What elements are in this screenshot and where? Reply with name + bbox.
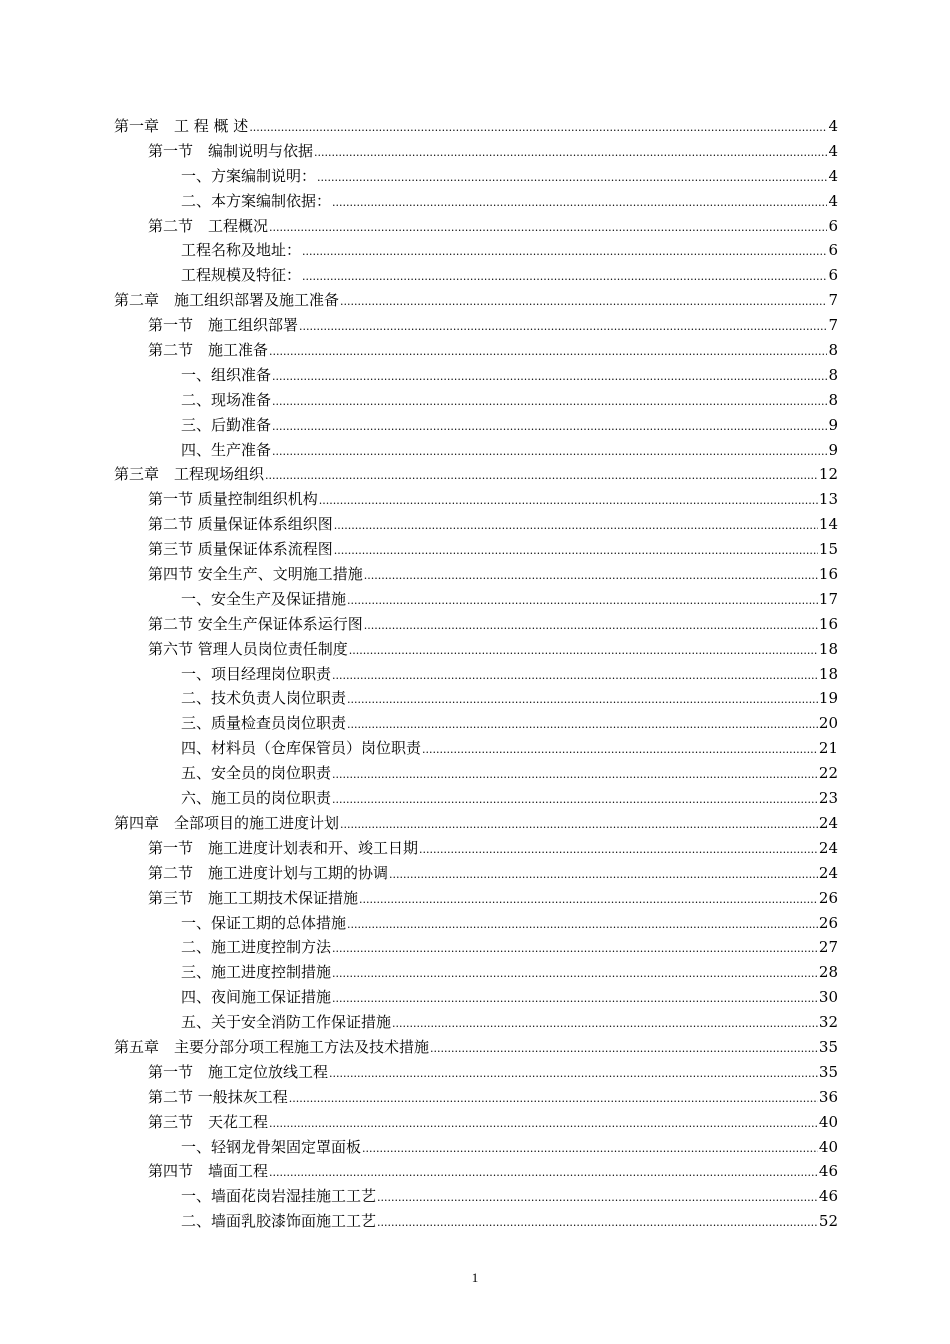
- toc-entry-page-number: 16: [818, 565, 838, 584]
- toc-entry-page-number: 8: [828, 341, 838, 360]
- toc-entry-page-number: 4: [828, 141, 838, 160]
- toc-entry-title: 第二节 工程概况: [148, 216, 269, 235]
- toc-entry[interactable]: [114, 139, 838, 164]
- toc-entry-title: 第四章 全部项目的施工进度计划: [114, 813, 340, 832]
- toc-dot-leader: [389, 863, 818, 888]
- toc-dot-leader: [334, 514, 818, 539]
- toc-entry-page-number: 8: [828, 365, 838, 384]
- toc-entry[interactable]: [114, 811, 838, 836]
- toc-entry-title: 第一节 质量控制组织机构: [148, 490, 318, 509]
- toc-dot-leader: [269, 1112, 818, 1137]
- toc-entry-page-number: 6: [828, 241, 838, 260]
- toc-dot-leader: [329, 1062, 818, 1087]
- toc-entry-page-number: 23: [818, 789, 838, 808]
- toc-entry-title: 四、生产准备: [181, 440, 272, 459]
- toc-entry-page-number: 27: [818, 938, 838, 957]
- toc-entry-page-number: 52: [818, 1212, 838, 1231]
- toc-entry[interactable]: [114, 238, 838, 263]
- toc-entry-page-number: 7: [828, 291, 838, 310]
- toc-entry[interactable]: [114, 413, 838, 438]
- toc-entry-title: 第二节 施工进度计划与工期的协调: [148, 863, 389, 882]
- toc-entry-page-number: 6: [828, 216, 838, 235]
- toc-dot-leader: [377, 1211, 818, 1236]
- toc-entry-page-number: 15: [818, 540, 838, 559]
- toc-entry-title: 第一章 工 程 概 述: [114, 117, 249, 135]
- toc-entry[interactable]: [114, 512, 838, 537]
- toc-entry-page-number: 24: [818, 813, 838, 832]
- toc-dot-leader: [332, 962, 818, 987]
- toc-dot-leader: [332, 937, 818, 962]
- toc-dot-leader: [347, 713, 818, 738]
- toc-entry-page-number: 35: [818, 1062, 838, 1081]
- toc-entry-page-number: 18: [818, 639, 838, 658]
- toc-entry[interactable]: [114, 1135, 838, 1160]
- toc-entry-title: 第二章 施工组织部署及施工准备: [114, 291, 340, 310]
- toc-entry[interactable]: [114, 686, 838, 711]
- toc-entry-title: 三、质量检查员岗位职责: [181, 714, 347, 733]
- toc-entry-title: 二、技术负责人岗位职责: [181, 689, 347, 708]
- toc-entry[interactable]: [114, 662, 838, 687]
- toc-entry[interactable]: [114, 1159, 838, 1184]
- toc-entry[interactable]: [114, 637, 838, 662]
- toc-entry-page-number: 24: [818, 838, 838, 857]
- toc-entry-page-number: 4: [828, 166, 838, 185]
- toc-entry-title: 第四节 安全生产、文明施工措施: [148, 565, 363, 584]
- toc-entry-page-number: 4: [828, 191, 838, 210]
- toc-entry[interactable]: [114, 164, 838, 189]
- toc-dot-leader: [249, 116, 827, 141]
- toc-entry-title: 六、施工员的岗位职责: [181, 789, 332, 808]
- toc-entry-page-number: 40: [818, 1112, 838, 1131]
- toc-entry[interactable]: [114, 1184, 838, 1209]
- toc-entry-page-number: 24: [818, 863, 838, 882]
- toc-entry[interactable]: [114, 786, 838, 811]
- toc-dot-leader: [349, 639, 818, 664]
- toc-dot-leader: [419, 838, 818, 863]
- toc-entry-page-number: 12: [818, 465, 838, 484]
- toc-dot-leader: [332, 191, 827, 216]
- toc-entry-page-number: 35: [818, 1037, 838, 1056]
- toc-entry[interactable]: [114, 313, 838, 338]
- toc-entry-page-number: 21: [818, 739, 838, 758]
- toc-entry-page-number: 30: [818, 988, 838, 1007]
- toc-entry-page-number: 46: [818, 1162, 838, 1181]
- toc-entry-title: 一、轻钢龙骨架固定罩面板: [181, 1137, 362, 1156]
- toc-entry[interactable]: [114, 612, 838, 637]
- toc-entry-title: 第二节 质量保证体系组织图: [148, 515, 333, 534]
- toc-entry[interactable]: [114, 1209, 838, 1234]
- toc-entry[interactable]: [114, 736, 838, 761]
- toc-entry-page-number: 17: [818, 589, 838, 608]
- toc-dot-leader: [332, 763, 818, 788]
- toc-dot-leader: [340, 290, 827, 315]
- toc-dot-leader: [347, 688, 818, 713]
- toc-dot-leader: [302, 240, 827, 265]
- toc-entry[interactable]: [114, 288, 838, 313]
- toc-entry-page-number: 28: [818, 963, 838, 982]
- toc-entry-page-number: 32: [818, 1013, 838, 1032]
- toc-entry[interactable]: [114, 886, 838, 911]
- toc-entry-title: 工程名称及地址：: [181, 241, 302, 260]
- toc-entry-title: 第一节 编制说明与依据: [148, 141, 314, 160]
- toc-entry-page-number: 36: [818, 1087, 838, 1106]
- toc-entry-page-number: 9: [828, 440, 838, 459]
- toc-entry-title: 一、组织准备: [181, 365, 272, 384]
- toc-entry-title: 四、夜间施工保证措施: [181, 988, 332, 1007]
- toc-dot-leader: [347, 913, 818, 938]
- toc-entry[interactable]: [114, 1010, 838, 1035]
- toc-entry[interactable]: [114, 836, 838, 861]
- toc-entry[interactable]: [114, 537, 838, 562]
- toc-dot-leader: [269, 1161, 818, 1186]
- toc-dot-leader: [332, 788, 818, 813]
- toc-dot-leader: [392, 1012, 818, 1037]
- toc-dot-leader: [377, 1186, 818, 1211]
- toc-dot-leader: [314, 141, 827, 166]
- toc-entry-title: 二、施工进度控制方法: [181, 938, 332, 957]
- toc-entry[interactable]: [114, 935, 838, 960]
- toc-entry-title: 第二节 施工准备: [148, 341, 269, 360]
- toc-entry[interactable]: [114, 587, 838, 612]
- toc-entry-page-number: 13: [818, 490, 838, 509]
- toc-entry-title: 一、方案编制说明：: [181, 166, 317, 185]
- toc-entry[interactable]: [114, 263, 838, 288]
- toc-entry-title: 二、本方案编制依据：: [181, 191, 332, 210]
- toc-entry[interactable]: [114, 711, 838, 736]
- toc-entry[interactable]: [114, 114, 838, 139]
- toc-entry-page-number: 22: [818, 764, 838, 783]
- page-number: 1: [471, 1270, 479, 1285]
- toc-entry-title: 第四节 墙面工程: [148, 1162, 269, 1181]
- toc-dot-leader: [364, 564, 818, 589]
- toc-dot-leader: [334, 539, 818, 564]
- toc-dot-leader: [299, 315, 827, 340]
- toc-dot-leader: [272, 390, 827, 415]
- toc-entry[interactable]: [114, 388, 838, 413]
- toc-dot-leader: [272, 415, 827, 440]
- toc-entry-title: 三、施工进度控制措施: [181, 963, 332, 982]
- toc-dot-leader: [362, 1137, 818, 1162]
- toc-dot-leader: [289, 1087, 818, 1112]
- toc-entry[interactable]: [114, 214, 838, 239]
- toc-entry[interactable]: [114, 960, 838, 985]
- toc-dot-leader: [269, 340, 827, 365]
- toc-entry-title: 第一节 施工进度计划表和开、竣工日期: [148, 838, 419, 857]
- toc-entry-page-number: 18: [818, 664, 838, 683]
- toc-entry[interactable]: [114, 338, 838, 363]
- toc-entry-title: 第一节 施工组织部署: [148, 316, 299, 335]
- toc-entry-page-number: 7: [828, 316, 838, 335]
- toc-dot-leader: [359, 888, 818, 913]
- toc-entry-title: 五、关于安全消防工作保证措施: [181, 1013, 392, 1032]
- toc-entry-page-number: 40: [818, 1137, 838, 1156]
- toc-entry-title: 第一节 施工定位放线工程: [148, 1062, 329, 1081]
- toc-dot-leader: [269, 216, 827, 241]
- toc-entry-title: 第五章 主要分部分项工程施工方法及技术措施: [114, 1037, 430, 1056]
- toc-entry-title: 第二节 一般抹灰工程: [148, 1087, 288, 1106]
- toc-dot-leader: [317, 166, 827, 191]
- toc-entry-title: 一、墙面花岗岩湿挂施工工艺: [181, 1187, 377, 1206]
- toc-entry-page-number: 6: [828, 266, 838, 285]
- toc-entry-title: 第三节 施工工期技术保证措施: [148, 888, 359, 907]
- toc-entry[interactable]: [114, 1110, 838, 1135]
- toc-dot-leader: [332, 664, 818, 689]
- toc-entry-title: 第三章 工程现场组织: [114, 465, 265, 484]
- toc-entry-page-number: 9: [828, 415, 838, 434]
- toc-entry[interactable]: [114, 1035, 838, 1060]
- toc-entry-page-number: 19: [818, 689, 838, 708]
- toc-dot-leader: [332, 987, 818, 1012]
- toc-entry-page-number: 26: [818, 888, 838, 907]
- toc-entry-page-number: 14: [818, 515, 838, 534]
- toc-entry-title: 第三节 天花工程: [148, 1112, 269, 1131]
- toc-entry[interactable]: [114, 487, 838, 512]
- toc-dot-leader: [319, 489, 818, 514]
- toc-entry[interactable]: [114, 189, 838, 214]
- toc-entry-page-number: 46: [818, 1187, 838, 1206]
- table-of-contents: [114, 114, 838, 1234]
- toc-entry[interactable]: [114, 861, 838, 886]
- toc-entry-title: 二、现场准备: [181, 390, 272, 409]
- toc-entry-title: 第三节 质量保证体系流程图: [148, 540, 333, 559]
- toc-entry-page-number: 4: [828, 117, 838, 135]
- toc-entry-title: 一、保证工期的总体措施: [181, 913, 347, 932]
- toc-entry[interactable]: [114, 363, 838, 388]
- toc-entry[interactable]: [114, 1060, 838, 1085]
- toc-entry-title: 一、项目经理岗位职责: [181, 664, 332, 683]
- toc-entry-title: 工程规模及特征：: [181, 266, 302, 285]
- toc-dot-leader: [272, 440, 827, 465]
- toc-dot-leader: [347, 589, 818, 614]
- toc-entry-title: 五、安全员的岗位职责: [181, 764, 332, 783]
- toc-dot-leader: [302, 265, 827, 290]
- toc-entry-page-number: 8: [828, 390, 838, 409]
- toc-dot-leader: [340, 813, 818, 838]
- toc-entry[interactable]: [114, 562, 838, 587]
- toc-dot-leader: [430, 1037, 818, 1062]
- toc-entry[interactable]: [114, 462, 838, 487]
- toc-entry[interactable]: [114, 985, 838, 1010]
- toc-entry-title: 第六节 管理人员岗位责任制度: [148, 639, 348, 658]
- toc-entry[interactable]: [114, 911, 838, 936]
- toc-entry-title: 四、材料员（仓库保管员）岗位职责: [181, 739, 422, 758]
- toc-dot-leader: [364, 614, 818, 639]
- toc-entry-page-number: 20: [818, 714, 838, 733]
- toc-dot-leader: [272, 365, 827, 390]
- toc-entry-title: 一、安全生产及保证措施: [181, 589, 347, 608]
- toc-entry-title: 三、后勤准备: [181, 415, 272, 434]
- toc-entry-title: 二、墙面乳胶漆饰面施工工艺: [181, 1212, 377, 1231]
- toc-dot-leader: [265, 464, 818, 489]
- toc-entry[interactable]: [114, 438, 838, 463]
- toc-entry-title: 第二节 安全生产保证体系运行图: [148, 614, 363, 633]
- toc-entry-page-number: 26: [818, 913, 838, 932]
- toc-dot-leader: [422, 738, 818, 763]
- toc-entry[interactable]: [114, 761, 838, 786]
- toc-entry-page-number: 16: [818, 614, 838, 633]
- toc-entry[interactable]: [114, 1085, 838, 1110]
